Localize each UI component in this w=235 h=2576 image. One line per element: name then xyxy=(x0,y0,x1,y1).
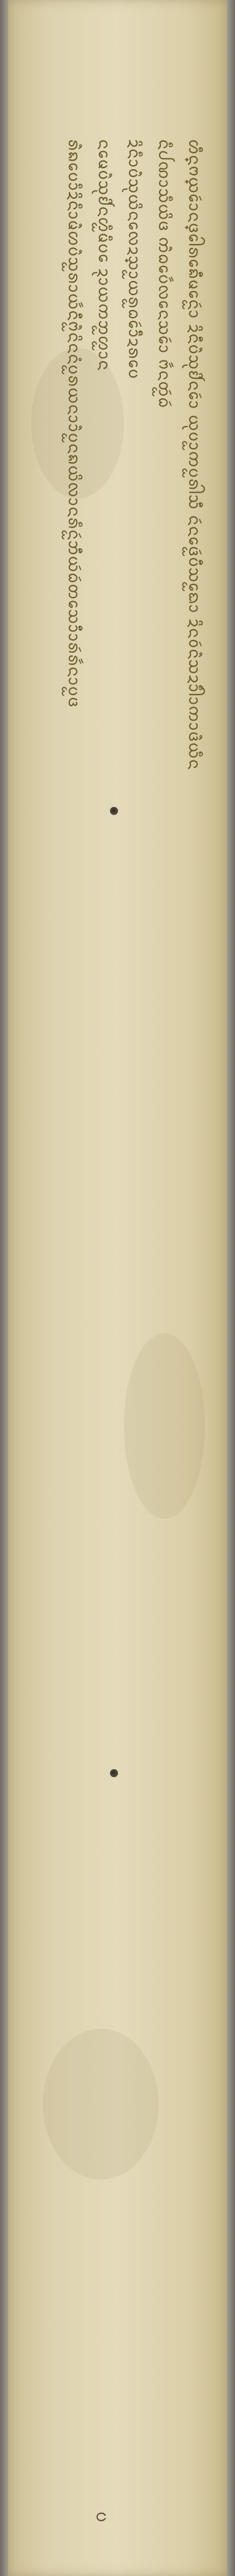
manuscript-line-5: ᩁᩫᨦᩮᨷᩣᩥᨯᩦᨶᩥᩣᨾᩫᩉᨷᩫᩈᩬᩁᩣᨿᩢᩢᨶᩥᩢᨻᩫᩬᨶᩦᨶᨶᩴᨷᩬᩁᨿᨶᩣᩣᩫᨷᩬᨶᨦᨿᩦᩃᩣᨶᩁᩥᨶᩬᩢᨽᩥᩢᨿᩢᨵᩢᨲᩮᩈᩣᩥᩢᩣᩁᩢᩁᩢᩢᨶᩣᨷᩬᨴ xyxy=(65,139,83,708)
page-mark: ᨷ xyxy=(91,2511,112,2523)
binding-hole-bottom xyxy=(110,1769,118,1777)
manuscript-line-3: ᨯᩦᨶᩥᩣᨷᩫᩈᩩᨿᩦᨶᩮᩃᨯ᩠ᩈᩣᩬᨿᩁᩬᨵᩮᩢᩣᩥᩦᨯᩁᩮᨷ xyxy=(125,139,143,380)
left-shadow-edge xyxy=(0,0,8,2576)
manuscript-line-1: ᩉᩧ᩠ᨶᨻ᩠ᨿᩮᩢᩣᨶ᩠ᨴᩮᩤᩁᩮᨦᩥᩢᨾᩮᨶᩬᩢᩣ ᨯᩦᨶᩥᩢᨷᩫᩈᩩᩀᩦᨶᩮᩢᩣ ᨿᩩᨷᩣᩬᨠᨷᩬᩁᩤᩈᩥᩢ ᨶᩢᨶᩮᨴᩬᩢᨷᩥᩢᩈᩮᩬᨳᩣ ᨯᩦᨶᩅᩢᨶᩫᩈᨯᩣᩥᩤᩣᨠᩣᨴᩫᨿᩥᨶ xyxy=(185,139,203,770)
right-shadow-edge xyxy=(227,0,235,2576)
binding-hole-top xyxy=(110,807,118,815)
manuscript-line-4: ᨶᩮᨾᨷᩫᩈᩩᩀᩦᨶᩉᩥᩬᨾᩥᨷᩮ ᨯᩩᩣᨿᨠᨽᩬᩉᩬᩣᨶ xyxy=(95,139,113,371)
stain xyxy=(43,2029,159,2180)
palm-leaf-manuscript xyxy=(8,0,227,2576)
manuscript-line-2: ᨶᩥᨸᨱᩣᩈᩥᨿᩦᨴ ᨠᩫᨵᩮᨷᩢᩢᩃᩮᨶᩈᩮᩢᩣ ᨻᩢᩢᨶᨲᩬᩢᨵᩢ xyxy=(155,139,173,409)
